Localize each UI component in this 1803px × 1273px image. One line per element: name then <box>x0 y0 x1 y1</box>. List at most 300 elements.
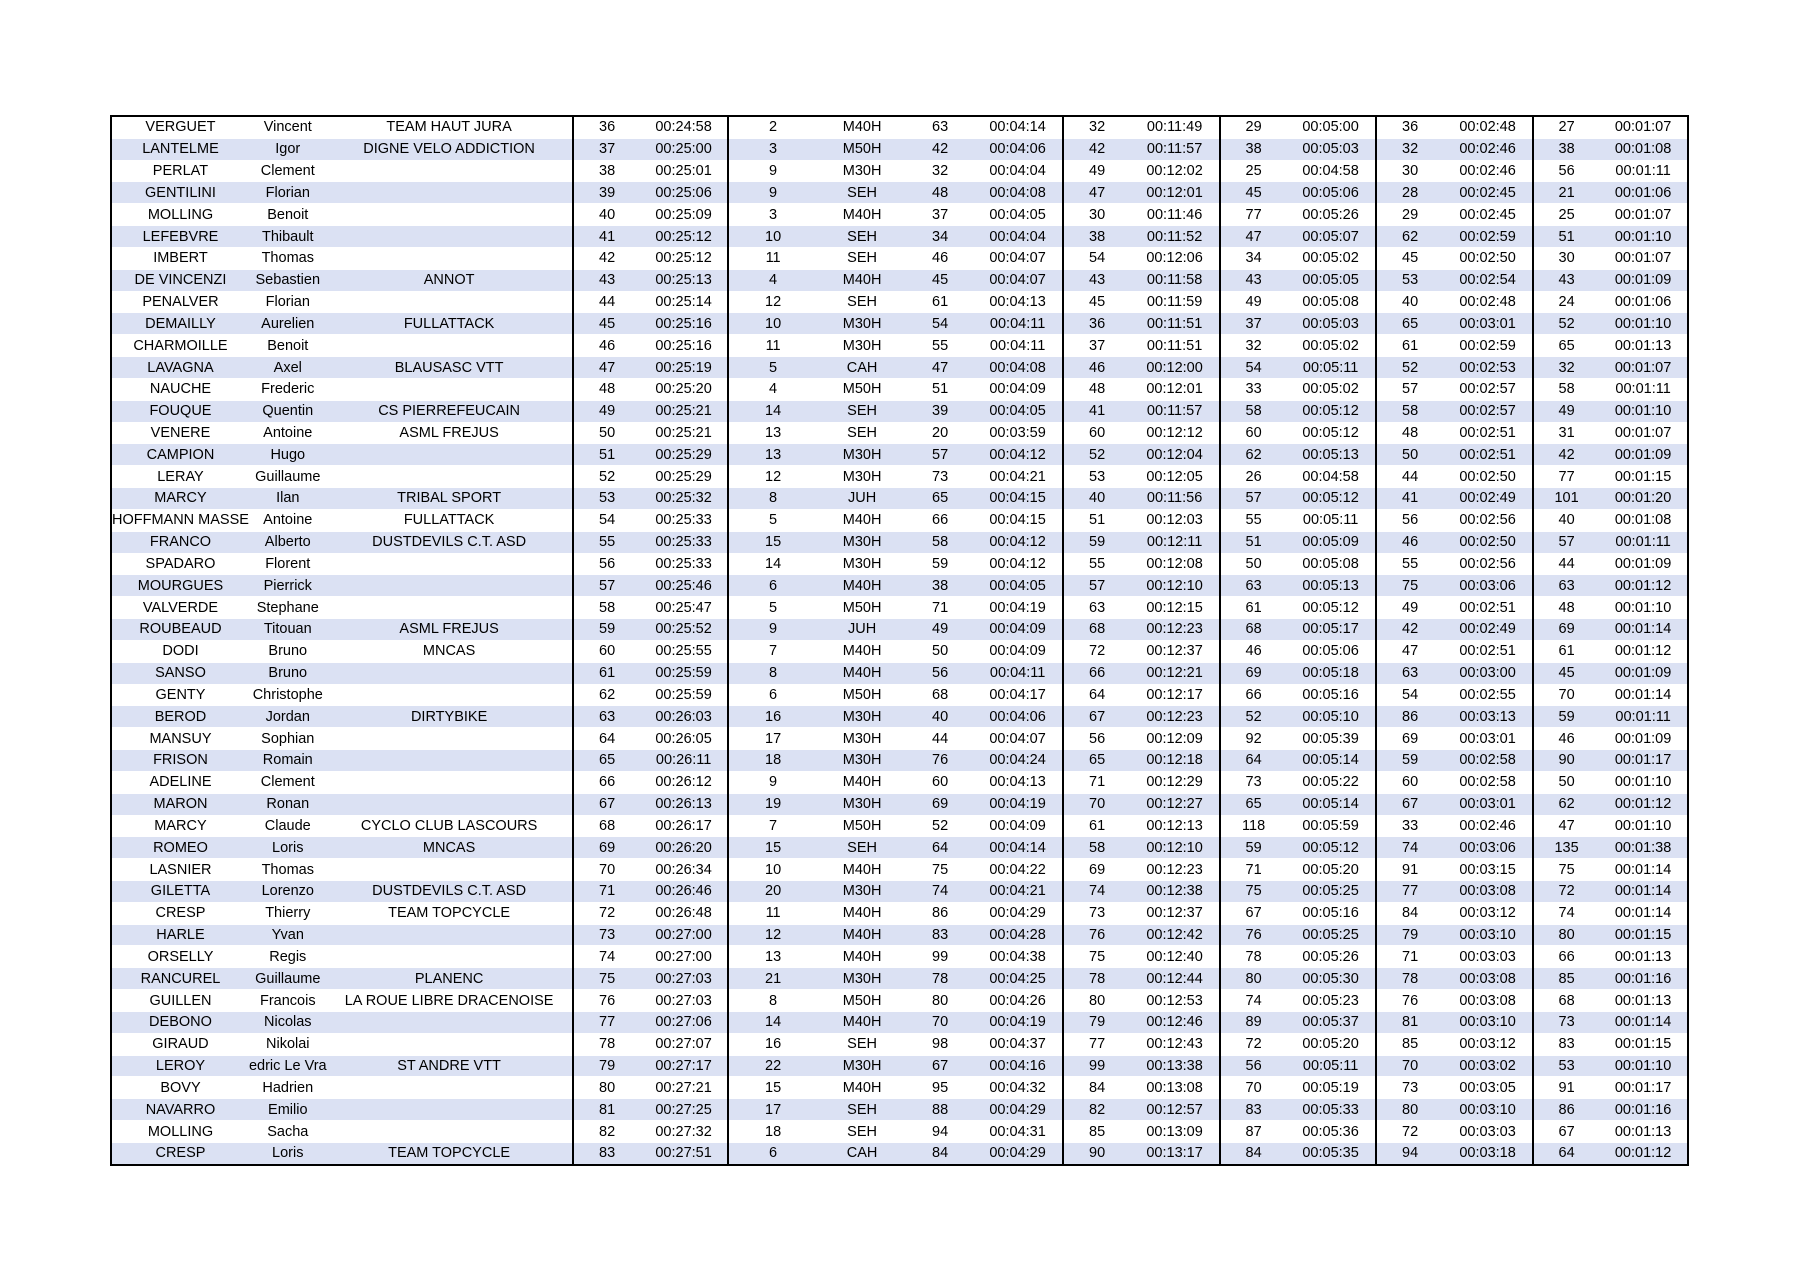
stage1-time-cell: 00:04:25 <box>974 968 1063 990</box>
category-cell: M40H <box>818 204 907 226</box>
stage1-rank-cell: 67 <box>907 1055 974 1077</box>
stage5-rank-cell: 91 <box>1533 1077 1600 1099</box>
stage1-time-cell: 00:04:07 <box>974 728 1063 750</box>
category-cell: JUH <box>818 619 907 641</box>
stage3-time-cell: 00:05:11 <box>1287 1055 1376 1077</box>
stage5-time-cell: 00:01:06 <box>1600 291 1688 313</box>
stage2-rank-cell: 71 <box>1063 771 1131 793</box>
stage1-rank-cell: 49 <box>907 619 974 641</box>
stage1-rank-cell: 45 <box>907 269 974 291</box>
stage1-rank-cell: 32 <box>907 160 974 182</box>
stage4-time-cell: 00:03:08 <box>1444 968 1533 990</box>
stage3-rank-cell: 77 <box>1220 204 1287 226</box>
stage4-rank-cell: 54 <box>1376 684 1444 706</box>
overall-rank-cell: 82 <box>573 1121 641 1143</box>
stage2-time-cell: 00:12:15 <box>1131 597 1220 619</box>
category-cell: SEH <box>818 291 907 313</box>
stage5-time-cell: 00:01:07 <box>1600 204 1688 226</box>
stage4-rank-cell: 30 <box>1376 160 1444 182</box>
stage3-rank-cell: 55 <box>1220 509 1287 531</box>
overall-rank-cell: 42 <box>573 247 641 269</box>
stage2-rank-cell: 77 <box>1063 1033 1131 1055</box>
stage4-rank-cell: 41 <box>1376 488 1444 510</box>
stage4-rank-cell: 78 <box>1376 968 1444 990</box>
stage1-time-cell: 00:04:09 <box>974 640 1063 662</box>
overall-rank-cell: 56 <box>573 553 641 575</box>
overall-rank-cell: 58 <box>573 597 641 619</box>
stage1-time-cell: 00:04:11 <box>974 313 1063 335</box>
stage4-time-cell: 00:02:58 <box>1444 771 1533 793</box>
first-name-cell: Thierry <box>249 902 327 924</box>
stage5-rank-cell: 63 <box>1533 575 1600 597</box>
stage5-rank-cell: 44 <box>1533 553 1600 575</box>
category-rank-cell: 14 <box>728 400 818 422</box>
total-time-cell: 00:25:13 <box>641 269 728 291</box>
category-rank-cell: 17 <box>728 1099 818 1121</box>
club-cell: DUSTDEVILS C.T. ASD <box>327 880 573 902</box>
club-cell: BLAUSASC VTT <box>327 357 573 379</box>
stage2-rank-cell: 57 <box>1063 575 1131 597</box>
total-time-cell: 00:25:20 <box>641 378 728 400</box>
stage2-time-cell: 00:12:12 <box>1131 422 1220 444</box>
stage1-time-cell: 00:04:05 <box>974 204 1063 226</box>
stage1-time-cell: 00:04:11 <box>974 335 1063 357</box>
table-row <box>111 335 1688 357</box>
overall-rank-cell: 46 <box>573 335 641 357</box>
stage1-time-cell: 00:04:08 <box>974 357 1063 379</box>
stage4-rank-cell: 71 <box>1376 946 1444 968</box>
table-row <box>111 247 1688 269</box>
table-row <box>111 291 1688 313</box>
table-row <box>111 750 1688 772</box>
stage1-time-cell: 00:04:07 <box>974 247 1063 269</box>
club-cell: ST ANDRE VTT <box>327 1055 573 1077</box>
club-cell <box>327 182 573 204</box>
stage4-time-cell: 00:03:03 <box>1444 1121 1533 1143</box>
club-cell <box>327 204 573 226</box>
category-rank-cell: 13 <box>728 444 818 466</box>
stage5-time-cell: 00:01:09 <box>1600 728 1688 750</box>
stage3-time-cell: 00:05:00 <box>1287 116 1376 138</box>
category-rank-cell: 12 <box>728 466 818 488</box>
stage1-rank-cell: 40 <box>907 706 974 728</box>
category-rank-cell: 9 <box>728 619 818 641</box>
category-rank-cell: 5 <box>728 509 818 531</box>
stage2-rank-cell: 79 <box>1063 1011 1131 1033</box>
stage5-rank-cell: 73 <box>1533 1011 1600 1033</box>
last-name-cell: MOLLING <box>111 204 249 226</box>
stage3-rank-cell: 67 <box>1220 902 1287 924</box>
stage3-time-cell: 00:05:08 <box>1287 553 1376 575</box>
table-row <box>111 313 1688 335</box>
stage2-rank-cell: 90 <box>1063 1142 1131 1164</box>
stage4-rank-cell: 86 <box>1376 706 1444 728</box>
table-row <box>111 378 1688 400</box>
stage1-time-cell: 00:04:09 <box>974 815 1063 837</box>
stage2-time-cell: 00:12:57 <box>1131 1099 1220 1121</box>
category-rank-cell: 13 <box>728 946 818 968</box>
stage5-time-cell: 00:01:09 <box>1600 553 1688 575</box>
stage5-time-cell: 00:01:15 <box>1600 1033 1688 1055</box>
last-name-cell: CAMPION <box>111 444 249 466</box>
first-name-cell: Thomas <box>249 859 327 881</box>
first-name-cell: Clement <box>249 771 327 793</box>
stage1-time-cell: 00:04:38 <box>974 946 1063 968</box>
first-name-cell: Lorenzo <box>249 880 327 902</box>
stage4-time-cell: 00:02:48 <box>1444 116 1533 138</box>
stage3-rank-cell: 52 <box>1220 706 1287 728</box>
overall-rank-cell: 60 <box>573 640 641 662</box>
stage2-rank-cell: 56 <box>1063 728 1131 750</box>
stage2-rank-cell: 73 <box>1063 902 1131 924</box>
stage2-time-cell: 00:11:58 <box>1131 269 1220 291</box>
stage3-rank-cell: 51 <box>1220 531 1287 553</box>
stage2-time-cell: 00:13:38 <box>1131 1055 1220 1077</box>
category-cell: M30H <box>818 444 907 466</box>
last-name-cell: FRANCO <box>111 531 249 553</box>
stage3-rank-cell: 84 <box>1220 1142 1287 1164</box>
stage3-time-cell: 00:05:19 <box>1287 1077 1376 1099</box>
stage4-time-cell: 00:02:51 <box>1444 640 1533 662</box>
stage3-rank-cell: 89 <box>1220 1011 1287 1033</box>
table-row <box>111 793 1688 815</box>
stage3-rank-cell: 57 <box>1220 488 1287 510</box>
category-cell: M40H <box>818 1077 907 1099</box>
last-name-cell: HARLE <box>111 924 249 946</box>
stage4-rank-cell: 94 <box>1376 1142 1444 1164</box>
table-row <box>111 204 1688 226</box>
last-name-cell: BEROD <box>111 706 249 728</box>
stage5-time-cell: 00:01:07 <box>1600 422 1688 444</box>
stage2-rank-cell: 99 <box>1063 1055 1131 1077</box>
total-time-cell: 00:26:34 <box>641 859 728 881</box>
stage4-time-cell: 00:03:12 <box>1444 902 1533 924</box>
stage2-rank-cell: 80 <box>1063 990 1131 1012</box>
stage3-time-cell: 00:05:16 <box>1287 684 1376 706</box>
last-name-cell: CRESP <box>111 1142 249 1164</box>
stage4-rank-cell: 69 <box>1376 728 1444 750</box>
total-time-cell: 00:25:12 <box>641 226 728 248</box>
last-name-cell: ORSELLY <box>111 946 249 968</box>
stage3-rank-cell: 118 <box>1220 815 1287 837</box>
first-name-cell: Bruno <box>249 662 327 684</box>
stage4-time-cell: 00:02:50 <box>1444 247 1533 269</box>
overall-rank-cell: 70 <box>573 859 641 881</box>
stage2-rank-cell: 75 <box>1063 946 1131 968</box>
stage1-rank-cell: 50 <box>907 640 974 662</box>
stage1-rank-cell: 42 <box>907 138 974 160</box>
first-name-cell: Titouan <box>249 619 327 641</box>
stage3-time-cell: 00:05:06 <box>1287 182 1376 204</box>
stage1-rank-cell: 71 <box>907 597 974 619</box>
total-time-cell: 00:25:06 <box>641 182 728 204</box>
club-cell: ANNOT <box>327 269 573 291</box>
table-row <box>111 553 1688 575</box>
first-name-cell: Ronan <box>249 793 327 815</box>
stage3-time-cell: 00:05:36 <box>1287 1121 1376 1143</box>
stage5-time-cell: 00:01:12 <box>1600 1142 1688 1164</box>
stage3-time-cell: 00:05:12 <box>1287 837 1376 859</box>
stage2-time-cell: 00:12:06 <box>1131 247 1220 269</box>
stage4-time-cell: 00:03:05 <box>1444 1077 1533 1099</box>
stage1-time-cell: 00:04:29 <box>974 1099 1063 1121</box>
last-name-cell: LASNIER <box>111 859 249 881</box>
stage3-rank-cell: 34 <box>1220 247 1287 269</box>
results-table <box>110 115 1689 1166</box>
stage1-rank-cell: 74 <box>907 880 974 902</box>
stage1-time-cell: 00:04:06 <box>974 706 1063 728</box>
stage2-time-cell: 00:11:59 <box>1131 291 1220 313</box>
table-row <box>111 1121 1688 1143</box>
last-name-cell: VERGUET <box>111 116 249 138</box>
stage2-time-cell: 00:11:49 <box>1131 116 1220 138</box>
category-rank-cell: 19 <box>728 793 818 815</box>
stage1-rank-cell: 99 <box>907 946 974 968</box>
category-cell: M50H <box>818 684 907 706</box>
stage3-rank-cell: 47 <box>1220 226 1287 248</box>
total-time-cell: 00:25:19 <box>641 357 728 379</box>
stage2-rank-cell: 52 <box>1063 444 1131 466</box>
stage4-time-cell: 00:02:49 <box>1444 619 1533 641</box>
stage2-time-cell: 00:12:40 <box>1131 946 1220 968</box>
stage3-time-cell: 00:05:13 <box>1287 575 1376 597</box>
stage1-time-cell: 00:04:26 <box>974 990 1063 1012</box>
overall-rank-cell: 71 <box>573 880 641 902</box>
stage2-time-cell: 00:11:52 <box>1131 226 1220 248</box>
stage4-time-cell: 00:03:08 <box>1444 880 1533 902</box>
category-cell: CAH <box>818 357 907 379</box>
category-rank-cell: 4 <box>728 378 818 400</box>
stage5-time-cell: 00:01:14 <box>1600 880 1688 902</box>
results-body <box>111 116 1688 1165</box>
stage1-rank-cell: 59 <box>907 553 974 575</box>
stage3-time-cell: 00:05:17 <box>1287 619 1376 641</box>
stage5-rank-cell: 53 <box>1533 1055 1600 1077</box>
stage4-rank-cell: 58 <box>1376 400 1444 422</box>
category-rank-cell: 7 <box>728 640 818 662</box>
overall-rank-cell: 44 <box>573 291 641 313</box>
category-rank-cell: 11 <box>728 902 818 924</box>
stage3-rank-cell: 73 <box>1220 771 1287 793</box>
overall-rank-cell: 78 <box>573 1033 641 1055</box>
stage4-rank-cell: 73 <box>1376 1077 1444 1099</box>
last-name-cell: MOLLING <box>111 1121 249 1143</box>
stage4-time-cell: 00:03:00 <box>1444 662 1533 684</box>
last-name-cell: ROUBEAUD <box>111 619 249 641</box>
category-cell: CAH <box>818 1142 907 1164</box>
overall-rank-cell: 37 <box>573 138 641 160</box>
stage5-rank-cell: 45 <box>1533 662 1600 684</box>
stage5-rank-cell: 49 <box>1533 400 1600 422</box>
stage2-rank-cell: 70 <box>1063 793 1131 815</box>
stage4-rank-cell: 57 <box>1376 378 1444 400</box>
total-time-cell: 00:25:32 <box>641 488 728 510</box>
category-cell: M30H <box>818 160 907 182</box>
stage1-rank-cell: 94 <box>907 1121 974 1143</box>
stage1-rank-cell: 73 <box>907 466 974 488</box>
table-row <box>111 269 1688 291</box>
last-name-cell: IMBERT <box>111 247 249 269</box>
category-cell: SEH <box>818 1099 907 1121</box>
stage2-rank-cell: 61 <box>1063 815 1131 837</box>
stage3-rank-cell: 64 <box>1220 750 1287 772</box>
category-rank-cell: 11 <box>728 247 818 269</box>
total-time-cell: 00:26:17 <box>641 815 728 837</box>
stage4-time-cell: 00:02:45 <box>1444 204 1533 226</box>
stage4-rank-cell: 47 <box>1376 640 1444 662</box>
stage5-time-cell: 00:01:13 <box>1600 1121 1688 1143</box>
stage4-rank-cell: 76 <box>1376 990 1444 1012</box>
stage3-time-cell: 00:05:09 <box>1287 531 1376 553</box>
last-name-cell: MARCY <box>111 815 249 837</box>
last-name-cell: GILETTA <box>111 880 249 902</box>
stage2-rank-cell: 41 <box>1063 400 1131 422</box>
stage4-rank-cell: 77 <box>1376 880 1444 902</box>
club-cell: DUSTDEVILS C.T. ASD <box>327 531 573 553</box>
stage2-time-cell: 00:12:53 <box>1131 990 1220 1012</box>
category-rank-cell: 15 <box>728 531 818 553</box>
stage2-time-cell: 00:12:02 <box>1131 160 1220 182</box>
stage3-time-cell: 00:05:26 <box>1287 204 1376 226</box>
last-name-cell: ADELINE <box>111 771 249 793</box>
stage5-time-cell: 00:01:13 <box>1600 990 1688 1012</box>
overall-rank-cell: 80 <box>573 1077 641 1099</box>
stage4-time-cell: 00:02:46 <box>1444 138 1533 160</box>
stage1-time-cell: 00:04:28 <box>974 924 1063 946</box>
stage3-time-cell: 00:05:59 <box>1287 815 1376 837</box>
total-time-cell: 00:26:20 <box>641 837 728 859</box>
stage2-rank-cell: 78 <box>1063 968 1131 990</box>
stage5-rank-cell: 90 <box>1533 750 1600 772</box>
stage5-time-cell: 00:01:14 <box>1600 902 1688 924</box>
category-cell: M30H <box>818 750 907 772</box>
stage2-time-cell: 00:11:51 <box>1131 313 1220 335</box>
stage1-time-cell: 00:04:05 <box>974 400 1063 422</box>
stage3-time-cell: 00:05:11 <box>1287 357 1376 379</box>
stage3-time-cell: 00:05:14 <box>1287 750 1376 772</box>
stage2-rank-cell: 66 <box>1063 662 1131 684</box>
category-rank-cell: 13 <box>728 422 818 444</box>
stage4-rank-cell: 55 <box>1376 553 1444 575</box>
stage4-rank-cell: 91 <box>1376 859 1444 881</box>
table-row <box>111 859 1688 881</box>
stage1-time-cell: 00:04:24 <box>974 750 1063 772</box>
club-cell: ASML FREJUS <box>327 422 573 444</box>
stage2-time-cell: 00:12:10 <box>1131 837 1220 859</box>
stage2-rank-cell: 30 <box>1063 204 1131 226</box>
first-name-cell: Axel <box>249 357 327 379</box>
stage5-rank-cell: 80 <box>1533 924 1600 946</box>
stage5-rank-cell: 31 <box>1533 422 1600 444</box>
stage1-rank-cell: 61 <box>907 291 974 313</box>
stage3-rank-cell: 45 <box>1220 182 1287 204</box>
stage1-time-cell: 00:04:12 <box>974 531 1063 553</box>
stage2-rank-cell: 60 <box>1063 422 1131 444</box>
last-name-cell: GENTY <box>111 684 249 706</box>
overall-rank-cell: 49 <box>573 400 641 422</box>
stage5-rank-cell: 77 <box>1533 466 1600 488</box>
last-name-cell: LAVAGNA <box>111 357 249 379</box>
stage3-time-cell: 00:05:25 <box>1287 924 1376 946</box>
club-cell <box>327 226 573 248</box>
last-name-cell: CHARMOILLE <box>111 335 249 357</box>
stage5-time-cell: 00:01:12 <box>1600 793 1688 815</box>
total-time-cell: 00:25:29 <box>641 444 728 466</box>
club-cell: TEAM HAUT JURA <box>327 116 573 138</box>
stage5-rank-cell: 83 <box>1533 1033 1600 1055</box>
stage3-time-cell: 00:05:13 <box>1287 444 1376 466</box>
category-cell: M40H <box>818 771 907 793</box>
stage1-time-cell: 00:04:04 <box>974 160 1063 182</box>
last-name-cell: RANCUREL <box>111 968 249 990</box>
stage3-time-cell: 00:05:02 <box>1287 247 1376 269</box>
stage5-time-cell: 00:01:09 <box>1600 662 1688 684</box>
category-cell: M50H <box>818 815 907 837</box>
overall-rank-cell: 72 <box>573 902 641 924</box>
stage4-rank-cell: 46 <box>1376 531 1444 553</box>
stage5-time-cell: 00:01:10 <box>1600 771 1688 793</box>
last-name-cell: DE VINCENZI <box>111 269 249 291</box>
stage1-time-cell: 00:04:19 <box>974 1011 1063 1033</box>
category-cell: M30H <box>818 531 907 553</box>
category-cell: SEH <box>818 247 907 269</box>
stage2-time-cell: 00:12:00 <box>1131 357 1220 379</box>
club-cell <box>327 946 573 968</box>
stage1-time-cell: 00:04:15 <box>974 509 1063 531</box>
first-name-cell: Francois <box>249 990 327 1012</box>
total-time-cell: 00:25:59 <box>641 684 728 706</box>
stage5-time-cell: 00:01:13 <box>1600 946 1688 968</box>
category-rank-cell: 18 <box>728 750 818 772</box>
stage4-rank-cell: 29 <box>1376 204 1444 226</box>
category-cell: M50H <box>818 138 907 160</box>
stage5-rank-cell: 85 <box>1533 968 1600 990</box>
stage3-rank-cell: 29 <box>1220 116 1287 138</box>
first-name-cell: Benoit <box>249 335 327 357</box>
table-row <box>111 880 1688 902</box>
stage2-rank-cell: 65 <box>1063 750 1131 772</box>
stage3-time-cell: 00:04:58 <box>1287 160 1376 182</box>
last-name-cell: VALVERDE <box>111 597 249 619</box>
stage1-rank-cell: 70 <box>907 1011 974 1033</box>
table-row <box>111 706 1688 728</box>
stage3-time-cell: 00:05:12 <box>1287 400 1376 422</box>
overall-rank-cell: 40 <box>573 204 641 226</box>
table-row <box>111 1011 1688 1033</box>
category-cell: M30H <box>818 335 907 357</box>
stage3-rank-cell: 26 <box>1220 466 1287 488</box>
first-name-cell: Regis <box>249 946 327 968</box>
overall-rank-cell: 69 <box>573 837 641 859</box>
category-cell: SEH <box>818 837 907 859</box>
first-name-cell: Sacha <box>249 1121 327 1143</box>
stage3-rank-cell: 63 <box>1220 575 1287 597</box>
category-rank-cell: 9 <box>728 160 818 182</box>
stage4-time-cell: 00:02:50 <box>1444 466 1533 488</box>
stage3-rank-cell: 43 <box>1220 269 1287 291</box>
category-cell: M40H <box>818 859 907 881</box>
first-name-cell: Antoine <box>249 422 327 444</box>
total-time-cell: 00:26:46 <box>641 880 728 902</box>
stage1-rank-cell: 46 <box>907 247 974 269</box>
stage1-rank-cell: 78 <box>907 968 974 990</box>
stage1-time-cell: 00:04:07 <box>974 269 1063 291</box>
first-name-cell: Clement <box>249 160 327 182</box>
stage2-rank-cell: 55 <box>1063 553 1131 575</box>
category-cell: M30H <box>818 968 907 990</box>
stage1-rank-cell: 75 <box>907 859 974 881</box>
stage3-time-cell: 00:05:10 <box>1287 706 1376 728</box>
